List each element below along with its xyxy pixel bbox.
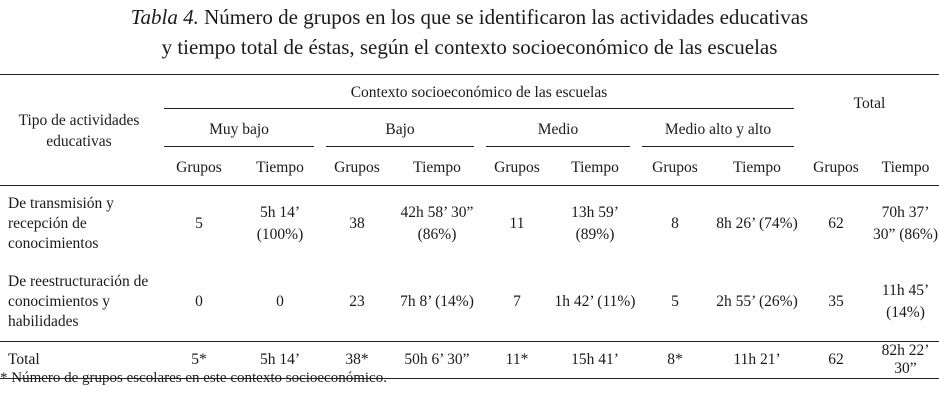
table-cell: 38 [349,215,365,233]
table-row [0,263,939,341]
table-cell: 50h 6’ 30” [404,350,470,368]
header-context-medio [480,117,636,151]
context-label: Medio alto y alto [642,121,794,147]
row-label: Total [8,350,40,368]
table-cell: 7 [513,292,521,310]
row-label: De transmisión y recepción de conocimientos [8,195,114,253]
caption-title-1: Número de grupos en los que se identificaron las actividades educativas [204,5,809,29]
header-context-bajo [320,117,480,151]
header-activity-type: Tipo de actividades educativas [0,75,158,186]
table-row [0,185,939,263]
table-cell: 11h 45’ (14%) [881,281,930,321]
table-cell: 13h 59’ (89%) [571,204,619,244]
table-cell: 38* [345,350,369,368]
header-total [800,75,939,152]
table-cell: 35 [828,292,844,310]
header-groups: Grupos [813,158,859,176]
caption-line-1 [0,2,939,32]
table-cell: 5* [191,350,207,368]
table-cell: 5h 14’ (100%) [256,204,304,244]
header-total-label: Total [853,95,886,112]
table-cell: 82h 22’ 30” [881,341,930,377]
table-cell: 62 [828,350,844,368]
header-context-muy-bajo [158,117,320,151]
table-cell: 42h 58’ 30” (86%) [400,204,474,244]
header-time: Tiempo [256,158,304,176]
header-context [158,75,800,118]
header-context-label: Contexto socioeconómico de las escuelas [164,84,794,109]
context-label: Medio [486,121,630,147]
table-cell: 7h 8’ (14%) [400,292,474,310]
header-time: Tiempo [733,158,781,176]
table-cell: 11* [505,350,529,368]
table-cell: 0 [195,292,203,310]
header-time: Tiempo [881,158,930,176]
data-table [0,74,939,379]
header-groups: Grupos [652,158,698,176]
caption-label: Tabla 4. [130,5,199,29]
header-time: Tiempo [571,158,619,176]
table-cell: 0 [276,292,284,310]
caption-line-2: y tiempo total de éstas, según el contexto socioeconómico de las escuelas [161,35,778,59]
table-cell: 15h 41’ [571,350,619,368]
table-cell: 2h 55’ (26%) [716,292,798,310]
table-cell: 70h 37’ 30” (86%) [873,204,938,244]
header-context-medio-alto [636,117,800,151]
table-footnote: * Número de grupos escolares en este contexto socioeconómico. [0,370,387,386]
row-label: De reestructuración de conocimientos y habilidades [8,272,149,330]
table-cell: 11h 21’ [733,350,781,368]
table-cell: 62 [828,215,844,233]
table-caption [0,0,939,64]
header-groups: Grupos [494,158,540,176]
table-cell: 11 [509,215,525,233]
header-groups: Grupos [334,158,380,176]
table-cell: 5 [671,292,679,310]
table-cell: 8* [667,350,683,368]
table-cell: 8h 26’ (74%) [716,215,798,233]
table-cell: 23 [349,292,365,310]
context-label: Muy bajo [164,121,314,147]
table-cell: 8 [671,215,679,233]
header-groups: Grupos [176,158,222,176]
header-time: Tiempo [413,158,461,176]
table-cell: 5h 14’ [259,350,301,368]
context-label: Bajo [326,121,474,147]
table-cell: 1h 42’ (11%) [554,292,636,310]
table-cell: 5 [195,215,203,233]
